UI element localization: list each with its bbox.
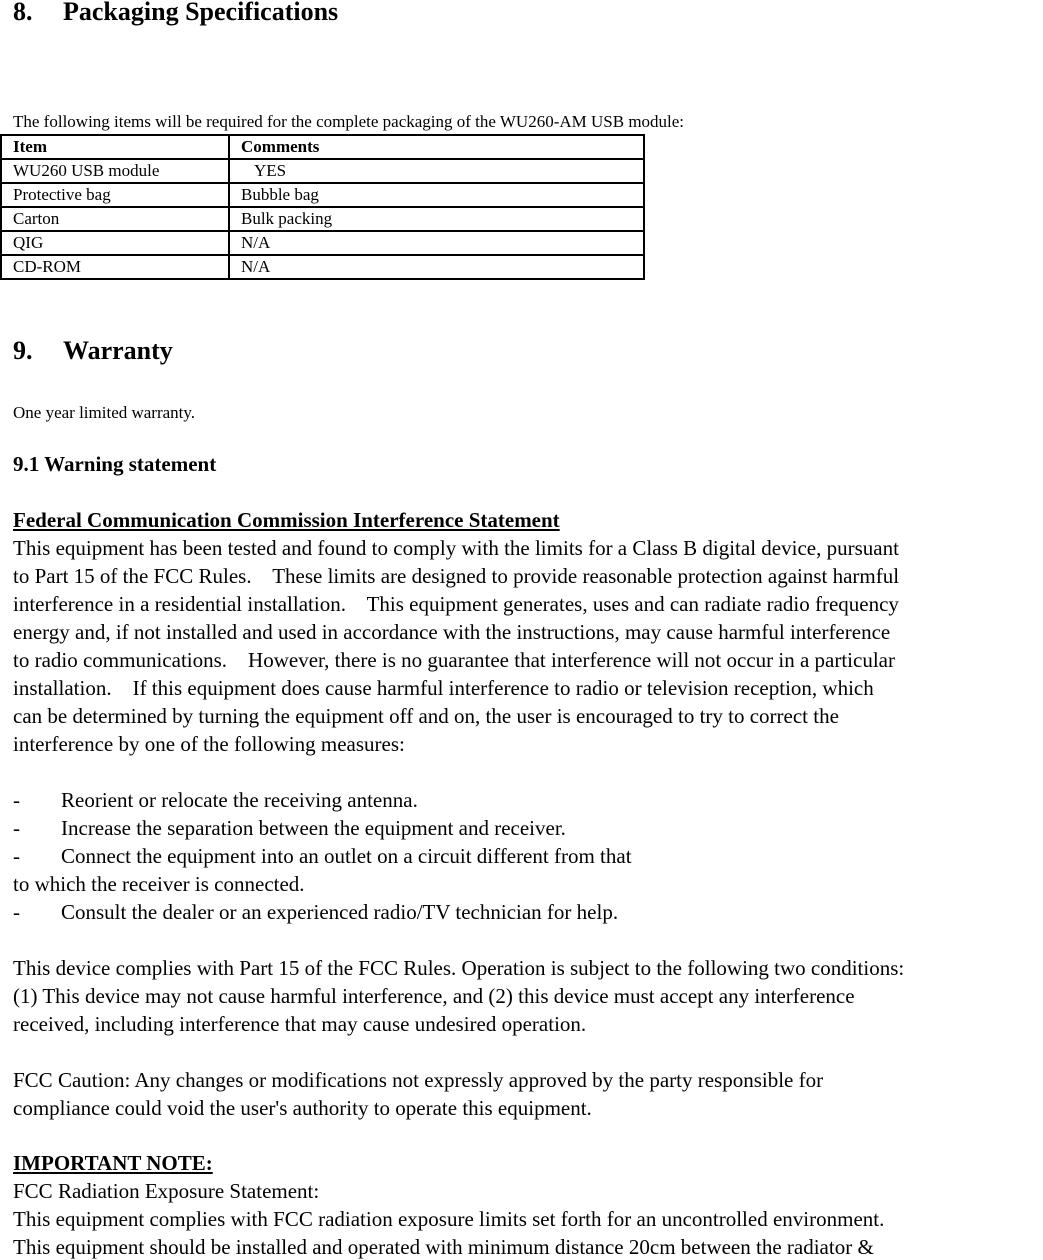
- fcc-line: to Part 15 of the FCC Rules. These limits are designed to provide reasonable protection against harmful: [13, 564, 900, 588]
- measure-item: [13, 844, 632, 869]
- fcc-line: can be determined by turning the equipment off and on, the user is encouraged to try to correct the: [13, 704, 839, 728]
- table-header-item: Item: [1, 135, 229, 159]
- table-cell-item: CD-ROM: [1, 255, 229, 279]
- compliance-line: (1) This device may not cause harmful interference, and (2) this device must accept any interference: [13, 984, 855, 1008]
- measure-text: Consult the dealer or an experienced radio/TV technician for help.: [61, 900, 619, 924]
- compliance-line: This device complies with Part 15 of the FCC Rules. Operation is subject to the following two conditions:: [13, 956, 905, 980]
- table-cell-comment: N/A: [229, 231, 644, 255]
- section-8-number: 8.: [13, 0, 33, 26]
- fcc-line: to radio communications. However, there is no guarantee that interference will not occur in a particular: [13, 648, 895, 672]
- section-9-title: Warranty: [63, 336, 173, 365]
- warning-subheading: 9.1 Warning statement: [13, 452, 217, 476]
- measure-item: [13, 788, 418, 813]
- section-9-number: 9.: [13, 336, 33, 365]
- fcc-line: interference in a residential installation. This equipment generates, uses and can radiate radio frequency: [13, 592, 899, 616]
- caution-line: FCC Caution: Any changes or modifications not expressly approved by the party responsible for: [13, 1068, 824, 1092]
- fcc-line: interference by one of the following measures:: [13, 732, 405, 756]
- fcc-line: This equipment has been tested and found to comply with the limits for a Class B digital device, pursuant: [13, 536, 899, 560]
- section-8-heading: [13, 0, 338, 27]
- warranty-text: One year limited warranty.: [13, 403, 196, 422]
- section-8-title: Packaging Specifications: [63, 0, 339, 26]
- table-row: [1, 159, 644, 183]
- table-cell-item: QIG: [1, 231, 229, 255]
- measure-item: [13, 816, 566, 841]
- table-row: [1, 207, 644, 231]
- measure-text: Connect the equipment into an outlet on a circuit different from that: [61, 844, 632, 868]
- table-header-comments: Comments: [229, 135, 644, 159]
- radiation-line: This equipment complies with FCC radiation exposure limits set forth for an uncontrolled environment.: [13, 1207, 885, 1231]
- table-cell-comment: Bubble bag: [229, 183, 644, 207]
- measure-item: [13, 900, 618, 925]
- list-dash: -: [13, 816, 20, 840]
- table-row: [1, 183, 644, 207]
- section-9-heading: [13, 336, 173, 366]
- measure-text: Increase the separation between the equipment and receiver.: [61, 816, 566, 840]
- table-row: [1, 255, 644, 279]
- fcc-heading: Federal Communication Commission Interference Statement: [13, 508, 560, 532]
- packaging-intro: The following items will be required for the complete packaging of the WU260-AM USB module:: [13, 112, 685, 131]
- compliance-line: received, including interference that may cause undesired operation.: [13, 1012, 587, 1036]
- list-dash: -: [13, 844, 20, 868]
- table-row: [1, 231, 644, 255]
- table-cell-comment: N/A: [229, 255, 644, 279]
- important-note-heading: IMPORTANT NOTE:: [13, 1151, 213, 1175]
- measure-text: Reorient or relocate the receiving antenna.: [61, 788, 418, 812]
- measure-continuation: to which the receiver is connected.: [13, 872, 305, 896]
- list-dash: -: [13, 900, 20, 924]
- fcc-line: energy and, if not installed and used in accordance with the instructions, may cause harmful interference: [13, 620, 891, 644]
- fcc-line: installation. If this equipment does cause harmful interference to radio or television reception, which: [13, 676, 874, 700]
- list-dash: -: [13, 788, 20, 812]
- table-cell-item: Protective bag: [1, 183, 229, 207]
- table-header-row: [1, 135, 644, 159]
- table-cell-comment: YES: [229, 159, 644, 183]
- radiation-line: This equipment should be installed and operated with minimum distance 20cm between the radiator &: [13, 1235, 874, 1259]
- table-cell-item: Carton: [1, 207, 229, 231]
- caution-line: compliance could void the user's authority to operate this equipment.: [13, 1096, 592, 1120]
- table-cell-item: WU260 USB module: [1, 159, 229, 183]
- table-cell-comment: Bulk packing: [229, 207, 644, 231]
- packaging-table: [0, 134, 645, 280]
- radiation-line: FCC Radiation Exposure Statement:: [13, 1179, 320, 1203]
